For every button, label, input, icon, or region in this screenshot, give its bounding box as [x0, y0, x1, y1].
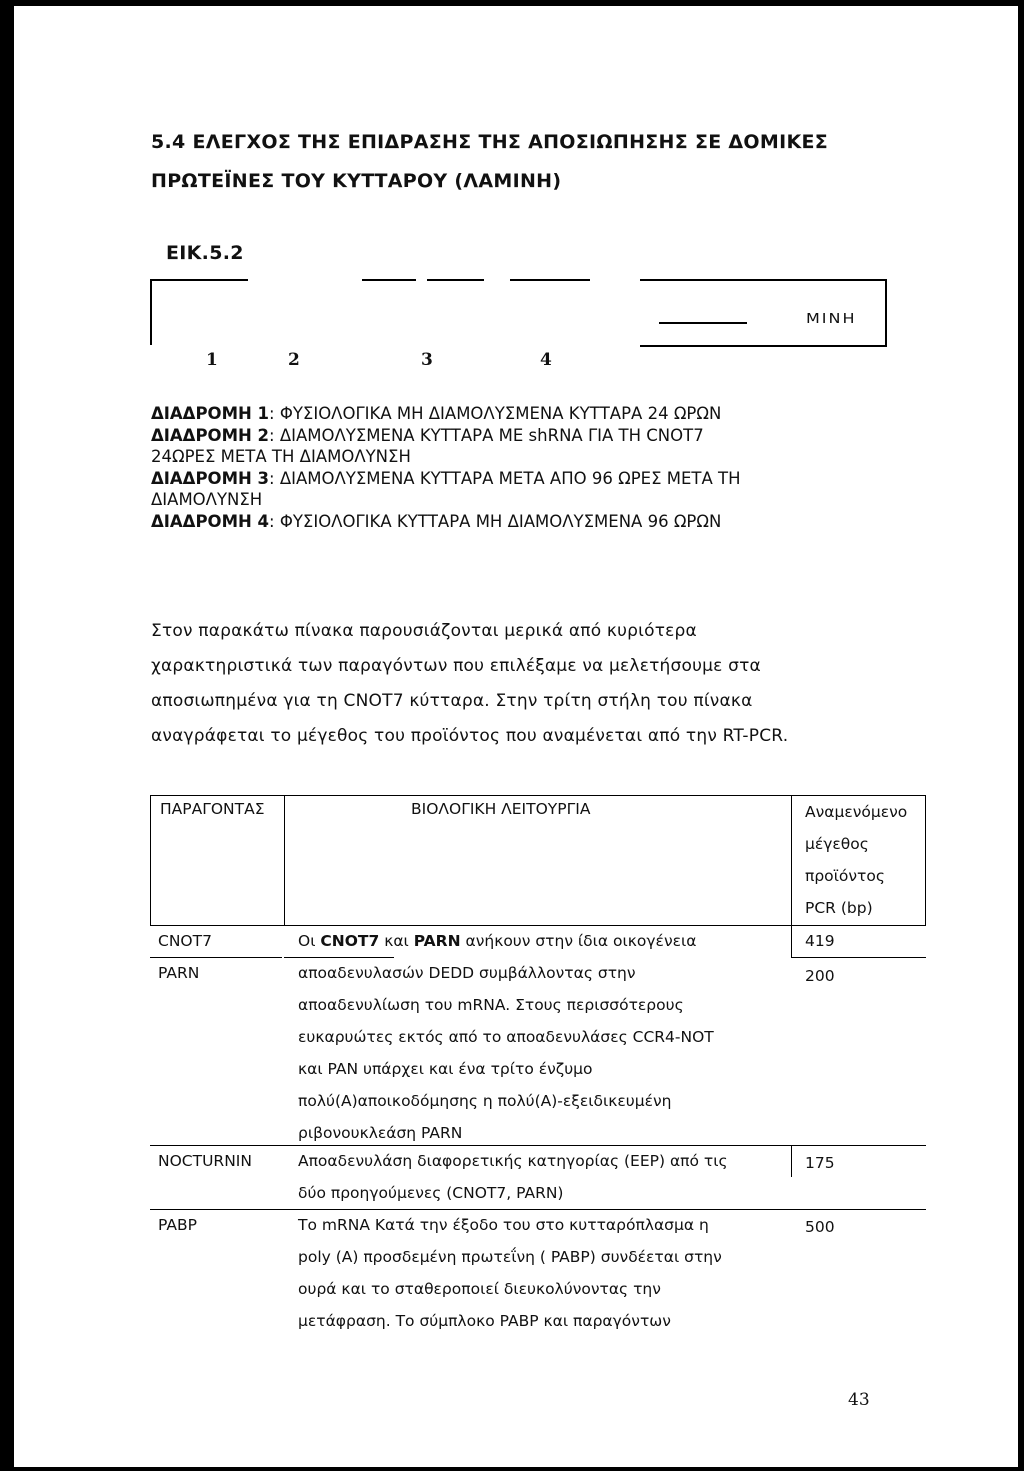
header-size: Αναμενόμενο μέγεθος προϊόντος PCR (bp)	[805, 803, 908, 917]
section-title-line1: 5.4 ΕΛΕΓΧΟΣ ΤΗΣ ΕΠΙΔΡΑΣΗΣ ΤΗΣ ΑΠΟΣΙΩΠΗΣΗΣ ΣΕ ΔΟΜΙΚΕΣ	[151, 131, 829, 153]
legend-line: ΔΙΑΔΡΟΜΗ 2: ΔΙΑΜΟΛΥΣΜΕΝΑ ΚΥΤΤΑΡΑ ΜΕ shRNA ΓΙΑ ΤΗ CNOT7	[151, 425, 704, 445]
lane-number-4: 4	[540, 350, 552, 370]
legend-line: ΔΙΑΔΡΟΜΗ 3: ΔΙΑΜΟΛΥΣΜΕΝΑ ΚΥΤΤΑΡΑ ΜΕΤΑ ΑΠΟ 96 ΩΡΕΣ ΜΕΤΑ ΤΗ	[151, 468, 741, 488]
header-factor: ΠΑΡΑΓΟΝΤΑΣ	[160, 800, 265, 818]
scan-border-bottom	[0, 1467, 1024, 1471]
function-nocturnin: Αποαδενυλάση διαφορετικής κατηγορίας (EEP) από τις δύο προηγούμενες (CNOT7, PARN)	[298, 1152, 728, 1202]
gel-left-edge	[150, 279, 152, 345]
scan-border-top	[0, 0, 1024, 6]
size-pabp: 500	[805, 1218, 835, 1236]
section-title-line2: ΠΡΩΤΕΪΝΕΣ ΤΟΥ ΚΥΤΤΑΡΟΥ (ΛΑΜΙΝΗ)	[151, 170, 562, 192]
table-border	[284, 795, 285, 925]
header-function: ΒΙΟΛΟΓΙΚΗ ΛΕΙΤΟΥΡΓΙΑ	[411, 800, 591, 818]
legend-line: ΔΙΑΔΡΟΜΗ 1: ΦΥΣΙΟΛΟΓΙΚΑ ΜΗ ΔΙΑΜΟΛΥΣΜΕΝΑ ΚΥΤΤΑΡΑ 24 ΩΡΩΝ	[151, 404, 722, 423]
size-parn: 200	[805, 967, 835, 985]
gel-top-edge	[362, 279, 416, 281]
gel-top-edge	[510, 279, 590, 281]
paragraph-line: αναγράφεται το μέγεθος του προϊόντος που αναμένεται από την RT-PCR.	[151, 726, 789, 746]
table-border	[150, 795, 151, 925]
gel-top-edge	[150, 279, 248, 281]
intro-paragraph	[151, 614, 788, 754]
scan-border-right	[1018, 0, 1024, 1471]
factor-cnot7: CNOT7	[158, 932, 212, 950]
lane-number-2: 2	[288, 350, 300, 370]
table-border	[925, 795, 926, 925]
figure-legend	[151, 403, 741, 532]
legend-line: 24ΩΡΕΣ ΜΕΤΑ ΤΗ ΔΙΑΜΟΛΥΝΣΗ	[151, 447, 411, 466]
paragraph-line: χαρακτηριστικά των παραγόντων που επιλέξαμε να μελετήσουμε στα	[151, 656, 761, 676]
legend-line: ΔΙΑΜΟΛΥΝΣΗ	[151, 490, 263, 509]
function-pabp: Το mRNA Κατά την έξοδο του στο κυτταρόπλασμα η poly (A) προσδεμένη πρωτεΐνη ( PABP) συνδέεται στην ουρά και το σταθεροποιεί διευκολύνοντας την μετάφραση. Το σύμπλοκο PABP και παραγόντων	[298, 1216, 722, 1330]
lane-number-1: 1	[206, 350, 218, 370]
legend-line: ΔΙΑΔΡΟΜΗ 4: ΦΥΣΙΟΛΟΓΙΚΑ ΚΥΤΤΑΡΑ ΜΗ ΔΙΑΜΟΛΥΣΜΕΝΑ 96 ΩΡΩΝ	[151, 511, 722, 531]
gel-band-label: ΜΙΝΗ	[806, 310, 857, 327]
gel-band-pointer	[659, 322, 747, 324]
lane-number-3: 3	[421, 350, 433, 370]
table-border	[791, 925, 792, 957]
page-number: 43	[848, 1390, 870, 1410]
function-parn: αποαδενυλασών DEDD συμβάλλοντας στην αποαδενυλίωση του mRNA. Στους περισσότερους ευκαρυώτες εκτός από το αποαδενυλάσες CCR4-NOT και PAN υπάρχει και ένα τρίτο ένζυμο πολύ(A)αποικοδόμησης η πολύ(A)-εξειδικευμένη ριβονουκλεάση PARN	[298, 964, 714, 1142]
gel-top-edge	[640, 279, 887, 281]
table-border	[791, 957, 926, 958]
paragraph-line: αποσιωπημένα για τη CNOT7 κύτταρα. Στην τρίτη στήλη του πίνακα	[151, 691, 753, 711]
table-border	[791, 795, 792, 925]
factor-pabp: PABP	[158, 1216, 197, 1234]
gel-bottom-edge	[640, 345, 887, 347]
gel-top-edge	[427, 279, 484, 281]
size-cnot7: 419	[805, 932, 835, 950]
table-border	[791, 1145, 792, 1177]
function-cnot7: Οι CNOT7 και PARN ανήκουν στην ίδια οικογένεια	[298, 932, 697, 950]
gel-right-edge	[885, 279, 887, 345]
factor-nocturnin: NOCTURNIN	[158, 1152, 252, 1170]
scan-border-left	[0, 0, 14, 1471]
factor-parn: PARN	[158, 964, 200, 982]
paragraph-line: Στον παρακάτω πίνακα παρουσιάζονται μερικά από κυριότερα	[151, 621, 697, 641]
size-nocturnin: 175	[805, 1154, 835, 1172]
figure-label: ΕΙΚ.5.2	[166, 242, 244, 264]
